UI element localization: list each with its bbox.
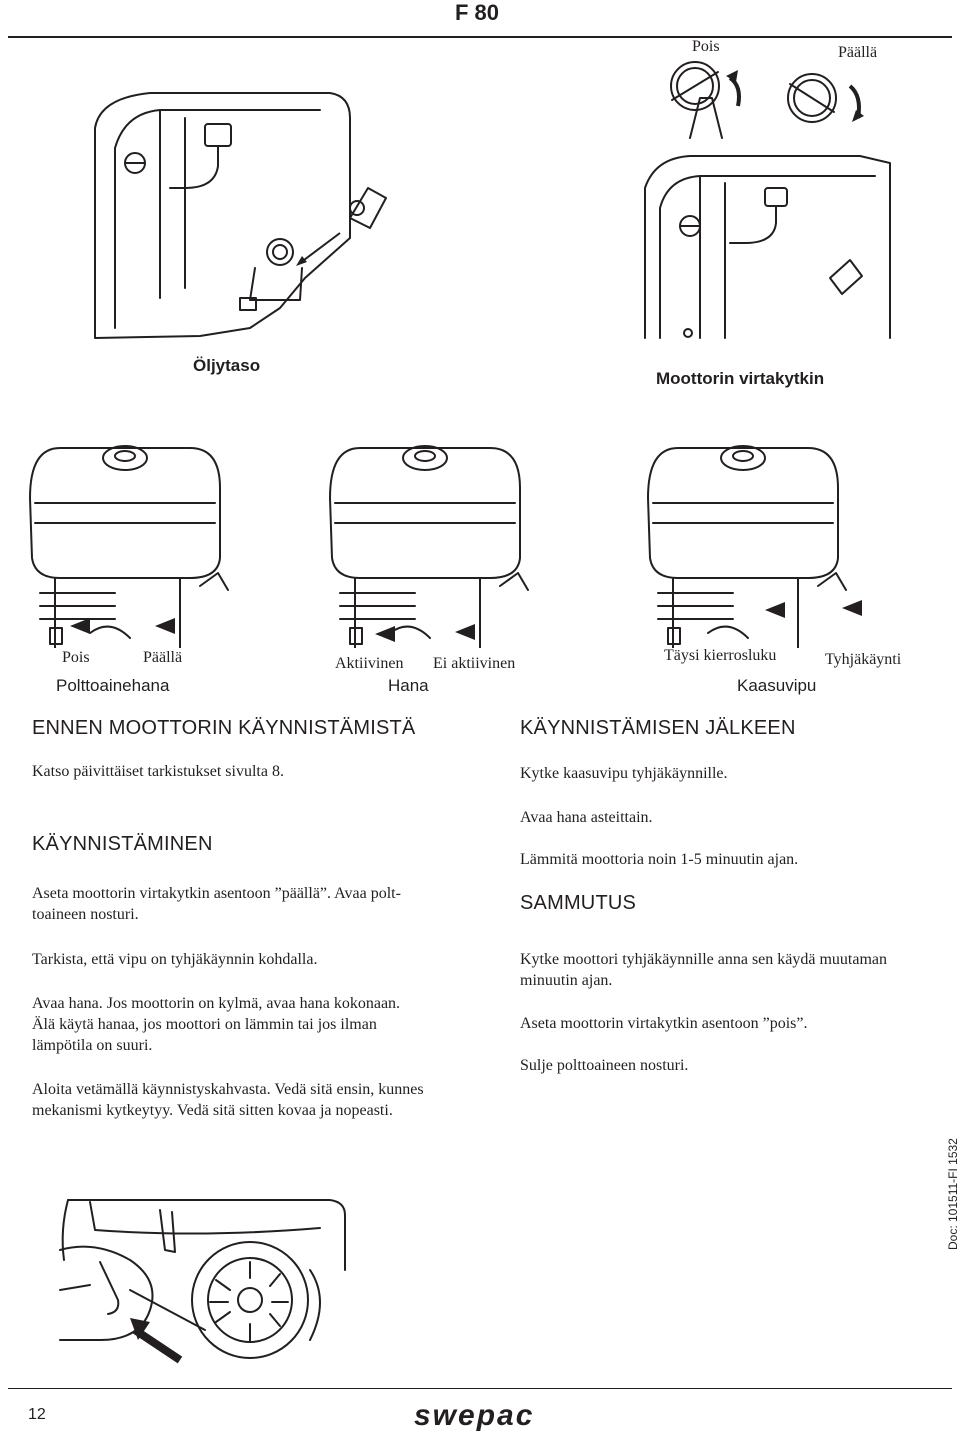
starting-paragraph-3-line-3: lämpötila on suuri.: [32, 1037, 153, 1054]
after-start-paragraph-2: Avaa hana asteittain.: [520, 809, 653, 826]
choke-caption: Hana: [388, 676, 429, 695]
page-title: F 80: [455, 0, 500, 25]
recoil-starter-illustration: [0, 1190, 960, 1390]
engine-switch-caption: Moottorin virtakytkin: [656, 369, 825, 388]
before-start-text: Katso päivittäiset tarkistukset sivulta 8.: [32, 763, 284, 780]
fuel-choke-throttle-illustration: [0, 418, 960, 648]
throttle-figure: [648, 446, 846, 648]
oil-level-figure: [95, 93, 386, 338]
choke-inactive-label: Ei aktiivinen: [433, 655, 516, 672]
shutdown-heading: SAMMUTUS: [520, 892, 637, 914]
throttle-caption: Kaasuvipu: [737, 676, 817, 695]
after-start-paragraph-3: Lämmitä moottoria noin 1-5 minuutin ajan.: [520, 851, 799, 868]
shutdown-paragraph-1-line-1: Kytke moottori tyhjäkäynnille anna sen käydä muutaman: [520, 951, 888, 968]
starting-paragraph-4-line-2: mekanismi kytkeytyy. Vedä sitä sitten kovaa ja nopeasti.: [32, 1102, 393, 1119]
starting-paragraph-1-line-2: toaineen nosturi.: [32, 906, 139, 923]
switch-on-label: Päällä: [838, 44, 878, 61]
oil-level-and-switch-illustration: [0, 38, 960, 348]
recoil-starter-figure: [60, 1200, 345, 1358]
throttle-idle-label: Tyhjäkäynti: [825, 651, 902, 668]
brand-logo: swepac: [414, 1399, 535, 1432]
starting-paragraph-4-line-1: Aloita vetämällä käynnistyskahvasta. Vedä sitä ensin, kunnes: [32, 1081, 424, 1098]
fuel-tap-caption: Polttoainehana: [56, 676, 170, 695]
starting-paragraph-3-line-1: Avaa hana. Jos moottorin on kylmä, avaa hana kokonaan.: [32, 995, 401, 1012]
choke-active-label: Aktiivinen: [335, 655, 404, 672]
footer-rule: [8, 1388, 952, 1389]
starting-paragraph-3-line-2: Älä käytä hanaa, jos moottori on lämmin tai jos ilman: [32, 1016, 377, 1033]
switch-on-detail: [788, 74, 836, 122]
throttle-full-label: Täysi kierrosluku: [664, 647, 777, 664]
before-start-heading: ENNEN MOOTTORIN KÄYNNISTÄMISTÄ: [32, 717, 416, 739]
fuel-off-label: Pois: [62, 649, 90, 666]
shutdown-paragraph-1-line-2: minuutin ajan.: [520, 972, 613, 989]
oil-level-caption: Öljytaso: [193, 356, 261, 375]
after-start-paragraph-1: Kytke kaasuvipu tyhjäkäynnille.: [520, 765, 728, 782]
starting-paragraph-1-line-1: Aseta moottorin virtakytkin asentoon ”päällä”. Avaa polt-: [32, 885, 401, 902]
after-start-heading: KÄYNNISTÄMISEN JÄLKEEN: [520, 717, 796, 739]
starting-paragraph-2: Tarkista, että vipu on tyhjäkäynnin kohdalla.: [32, 951, 318, 968]
engine-switch-figure: [645, 98, 890, 338]
switch-off-label: Pois: [692, 38, 720, 55]
doc-id: Doc: 101511-FI 1532: [946, 1138, 960, 1250]
shutdown-paragraph-3: Sulje polttoaineen nosturi.: [520, 1057, 689, 1074]
fuel-tap-figure: [30, 446, 228, 648]
starting-heading: KÄYNNISTÄMINEN: [32, 833, 213, 855]
fuel-on-label: Päällä: [143, 649, 183, 666]
choke-figure: [330, 446, 528, 648]
switch-off-detail: [671, 62, 719, 110]
shutdown-paragraph-2: Aseta moottorin virtakytkin asentoon ”pois”.: [520, 1015, 808, 1032]
page-number: 12: [28, 1406, 46, 1423]
